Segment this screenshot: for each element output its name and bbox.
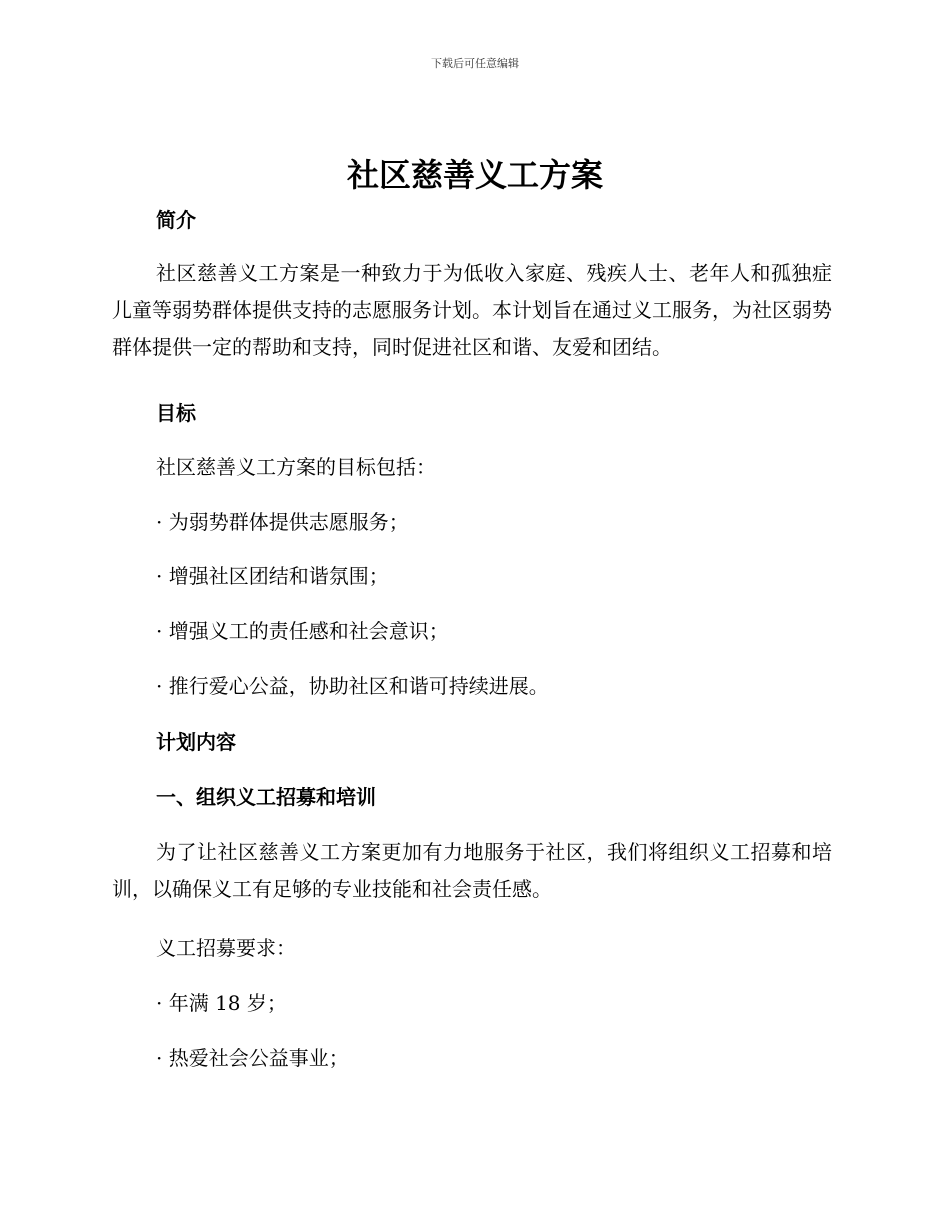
recruit-item: · 热爱社会公益事业； bbox=[156, 1046, 349, 1070]
subsection-heading: 一、组织义工招募和培训 bbox=[156, 785, 376, 809]
header-note: 下载后可任意编辑 bbox=[431, 57, 519, 70]
intro-paragraph: 社区慈善义工方案是一种致力于为低收入家庭、残疾人士、老年人和孤独症儿童等弱势群体提供支持的志愿服务计划。本计划旨在通过义工服务，为社区弱势群体提供一定的帮助和支持，同时促进社区和谐、友爱和团结。 bbox=[112, 261, 832, 359]
subsection-paragraph: 为了让社区慈善义工方案更加有力地服务于社区，我们将组织义工招募和培训，以确保义工有足够的专业技能和社会责任感。 bbox=[112, 840, 832, 901]
intro-heading: 简介 bbox=[156, 208, 196, 232]
recruit-item: · 年满 18 岁； bbox=[156, 991, 287, 1015]
goal-item: · 推行爱心公益，协助社区和谐可持续进展。 bbox=[156, 674, 549, 698]
goal-intro: 社区慈善义工方案的目标包括： bbox=[156, 455, 436, 479]
plan-heading: 计划内容 bbox=[156, 730, 236, 754]
goal-item: · 增强社区团结和谐氛围； bbox=[156, 564, 389, 588]
goal-heading: 目标 bbox=[156, 401, 196, 425]
goal-item: · 增强义工的责任感和社会意识； bbox=[156, 619, 449, 643]
recruit-intro: 义工招募要求： bbox=[156, 936, 296, 960]
document-title: 社区慈善义工方案 bbox=[346, 156, 603, 194]
goal-item: · 为弱势群体提供志愿服务； bbox=[156, 510, 409, 534]
